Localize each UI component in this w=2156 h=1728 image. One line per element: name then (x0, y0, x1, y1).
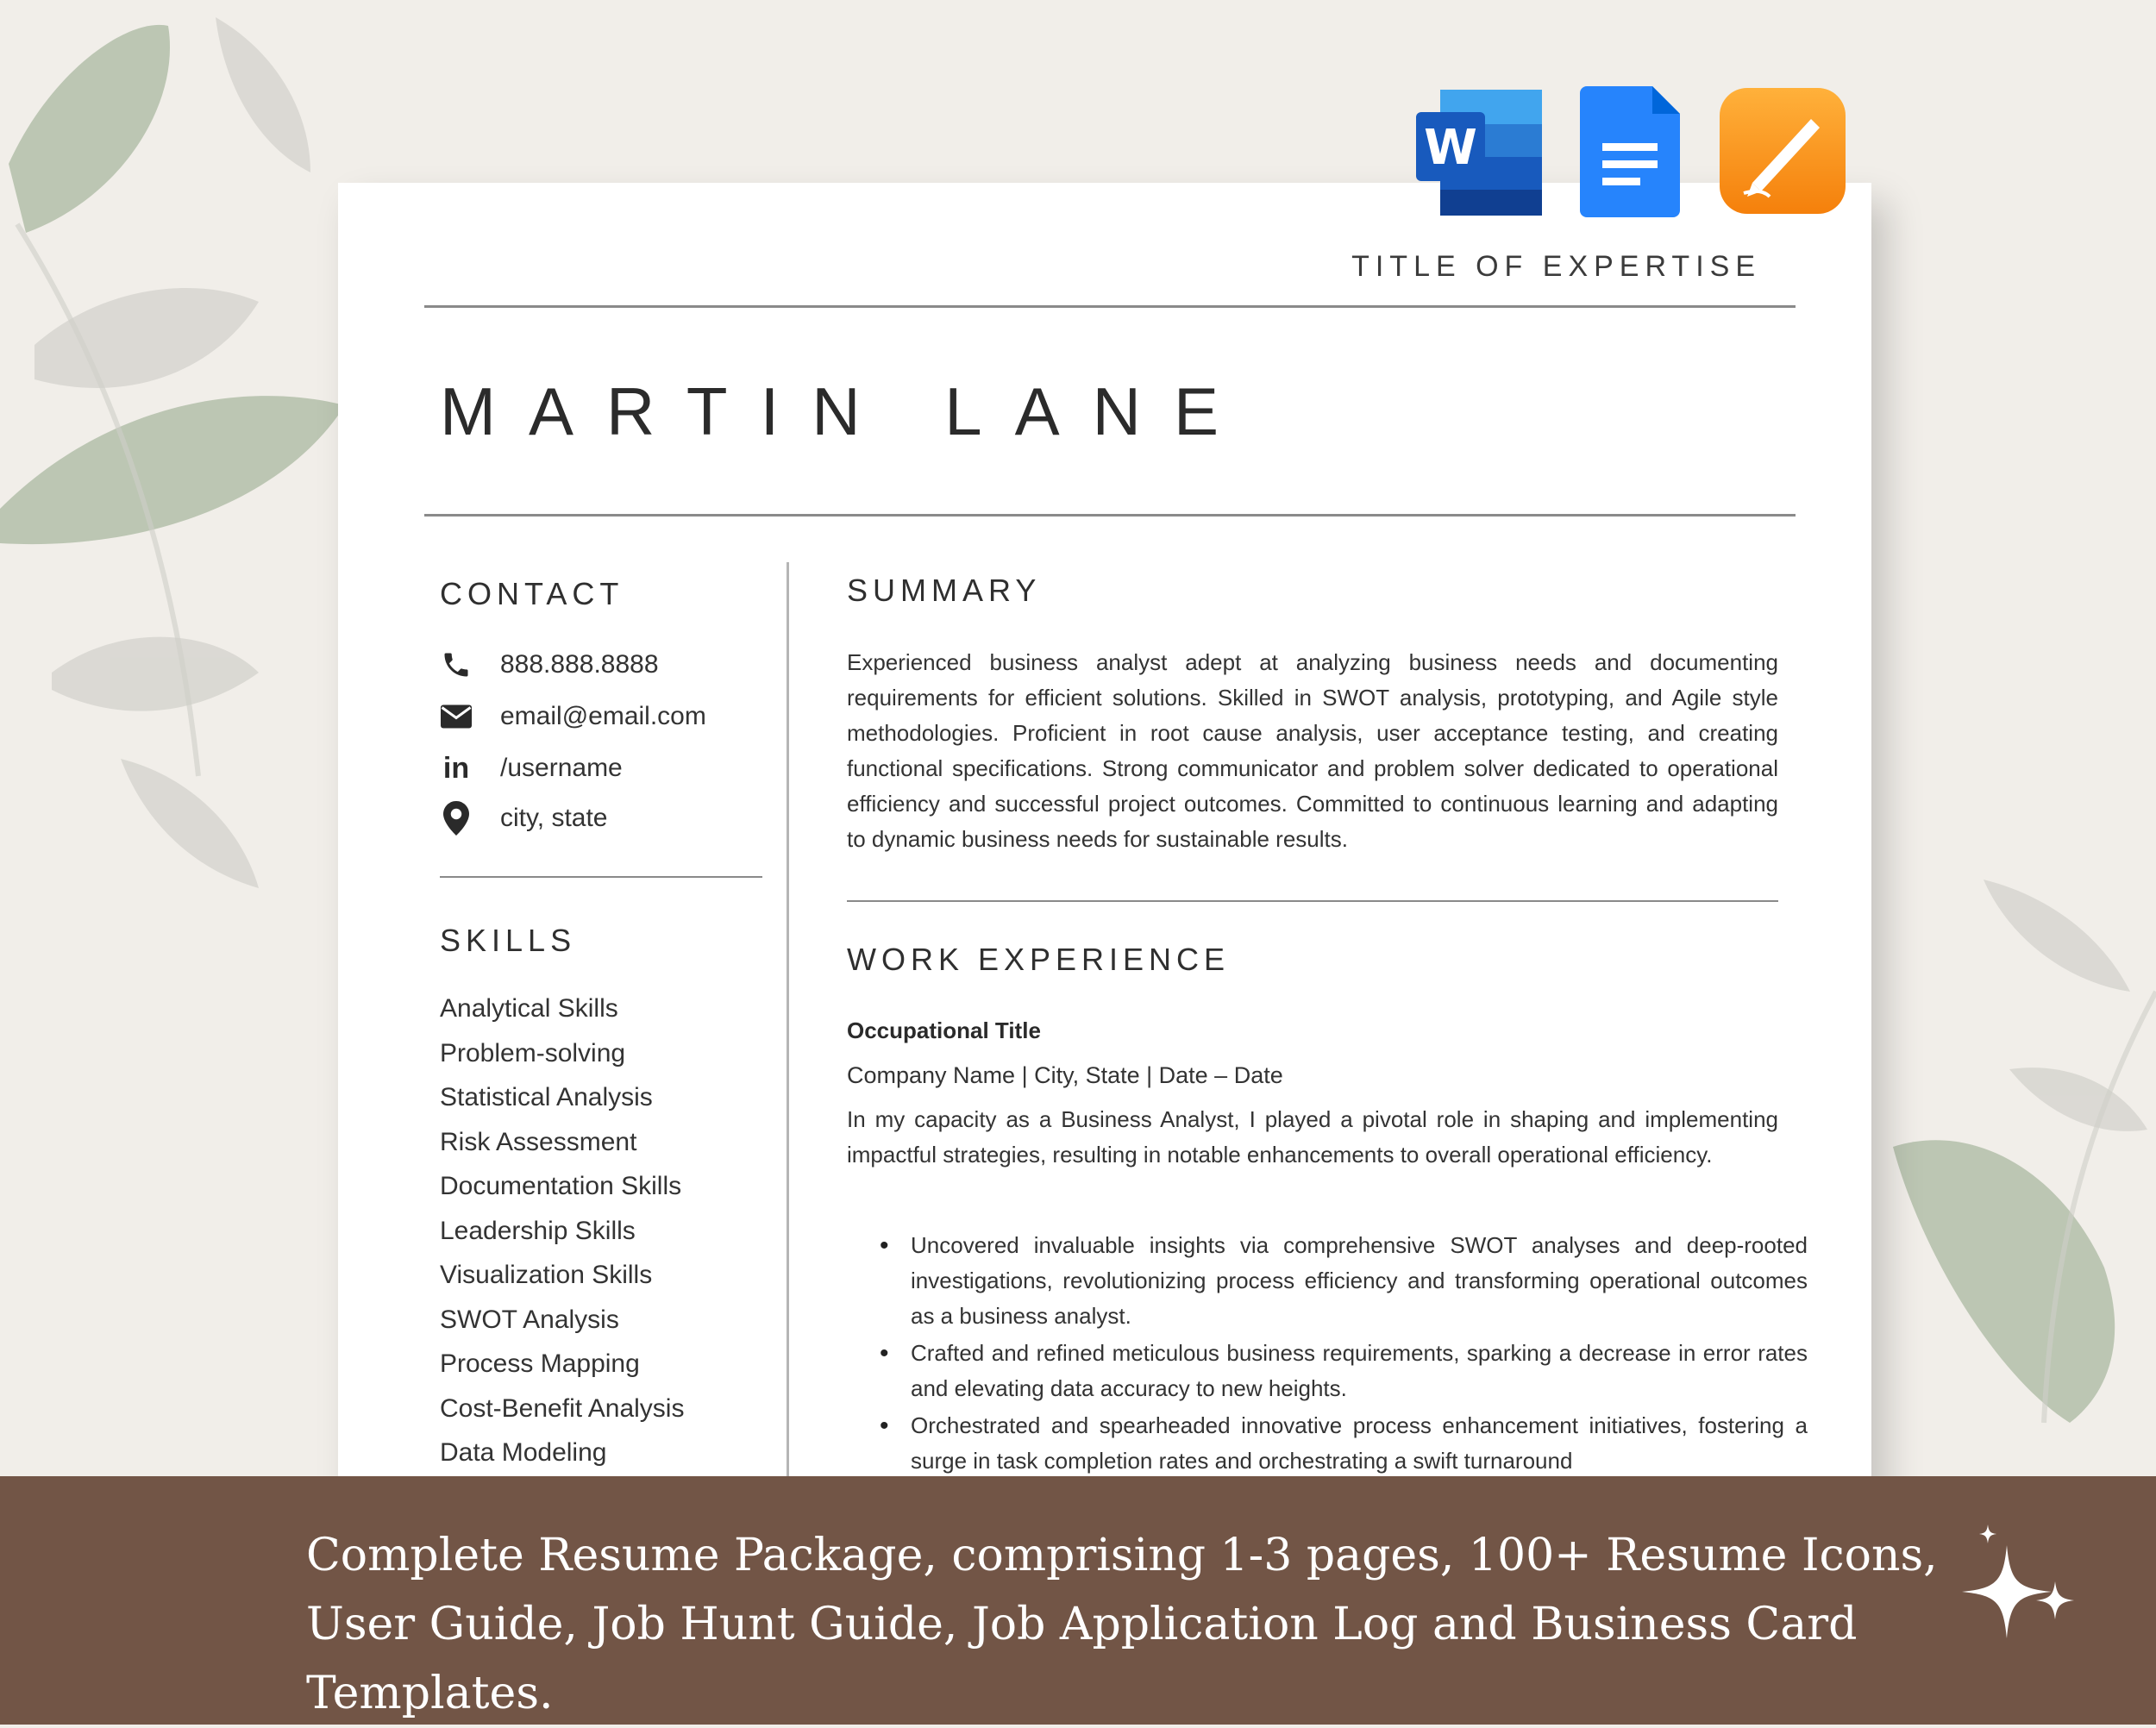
skill-item: Process Mapping (440, 1349, 640, 1378)
banner-text: Complete Resume Package, comprising 1-3 pages, 100+ Resume Icons, User Guide, Job Hunt Guide, Job Application Log and Business Card Templates. (306, 1530, 1938, 1719)
achievement-item: • Crafted and refined meticulous business requirements, sparking a decrease in error rates and elevating data accuracy to new heights. (911, 1336, 1808, 1406)
skill-item: Statistical Analysis (440, 1083, 653, 1111)
skill-item: Documentation Skills (440, 1172, 682, 1200)
contact-divider (440, 876, 762, 878)
skill-item: Cost-Benefit Analysis (440, 1393, 685, 1423)
achievement-item: • Orchestrated and spearheaded innovative process enhancement initiatives, fostering a surge in task completion rates and orchestrating a swift turnaround (911, 1408, 1808, 1479)
work-experience-heading: WORK EXPERIENCE (847, 942, 1231, 977)
achievement-item: • Uncovered invaluable insights via comprehensive SWOT analyses and deep-rooted investigations, revolutionizing process efficiency and transforming operational outcomes as a business analyst. (911, 1228, 1808, 1334)
resume-name: MARTIN LANE (440, 373, 1251, 449)
contact-location (440, 802, 607, 835)
contact-email (440, 700, 706, 733)
word-letter: W (1424, 120, 1477, 176)
skill-item: Data Modeling (440, 1438, 607, 1467)
skills-list (440, 986, 684, 1475)
company-line: Company Name | City, State | Date – Date (847, 1062, 1283, 1088)
top-divider (424, 305, 1796, 308)
sparkle-icon (1953, 1521, 2083, 1650)
promo-banner (0, 1476, 2156, 1725)
summary-heading: SUMMARY (847, 573, 1042, 608)
skill-item: Risk Assessment (440, 1127, 637, 1156)
location-text: city, state (500, 804, 608, 832)
column-divider (787, 562, 789, 1511)
location-pin-icon (440, 802, 473, 835)
google-docs-icon (1580, 86, 1709, 217)
skills-heading: SKILLS (440, 923, 577, 958)
pages-icon (1718, 86, 1847, 217)
summary-text: Experienced business analyst adept at analyzing business needs and documenting requirements for efficient solutions. Skilled in SWOT analysis, prototyping, and Agile style methodologies. Proficient in root cause analysis, user acceptance testing, and creating functional specifications. Strong communicator and problem solver dedicated to operational efficiency and successful project outcomes. Committed to continuous learning and adapting to dynamic business needs for sustainable results. (847, 649, 1778, 852)
skill-item: Problem-solving (440, 1038, 626, 1067)
summary-divider (847, 900, 1778, 902)
email-text: email@email.com (500, 702, 706, 730)
linkedin-icon: in (442, 751, 470, 785)
name-divider (424, 514, 1796, 517)
occupational-title: Occupational Title (847, 1017, 1041, 1043)
word-icon (1414, 86, 1544, 217)
job-description: In my capacity as a Business Analyst, I played a pivotal role in shaping and implementing impactful strategies, resulting in notable enhancements to overall operational efficiency. (847, 1106, 1778, 1168)
phone-icon (440, 648, 473, 681)
skill-item: SWOT Analysis (440, 1305, 619, 1334)
linkedin-text: /username (500, 754, 623, 782)
skill-item: Leadership Skills (440, 1216, 636, 1245)
phone-text: 888.888.8888 (500, 650, 659, 679)
envelope-icon (440, 700, 473, 733)
achievement-list (880, 1228, 1808, 1481)
skill-item: Analytical Skills (440, 994, 618, 1023)
skill-item: Visualization Skills (440, 1261, 653, 1289)
contact-phone (440, 648, 659, 681)
contact-heading: CONTACT (440, 576, 624, 611)
contact-linkedin (440, 752, 623, 785)
title-of-expertise: TITLE OF EXPERTISE (1351, 250, 1761, 283)
resume-page (338, 183, 1871, 1511)
